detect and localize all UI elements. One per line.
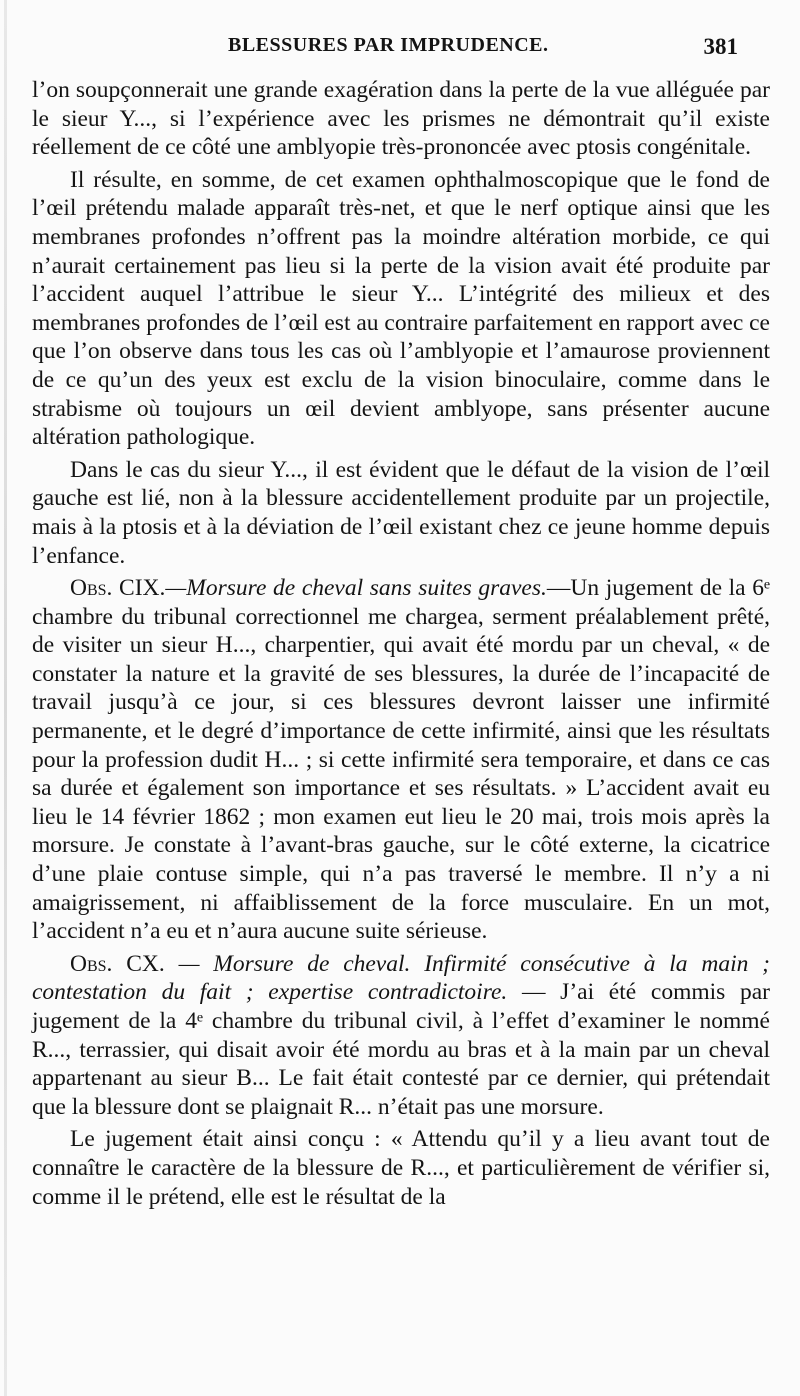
page-header	[28, 34, 738, 66]
body-text	[32, 76, 770, 1215]
page-edge-shadow	[4, 0, 7, 1396]
observation-text: —Un jugement de la 6ᵉ chambre du tribunal correctionnel me chargea, serment préalablement prêté, de visiter un sieur H..., charpentier, qui avait été mordu par un cheval, « de constater la nature et la gravité de ses blessures, la durée de l’incapacité de travail jusqu’à ce jour, si ces blessures devront laisser une infirmité permanente, et le degré d’importance de cette infirmité, ainsi que les résultats pour la profession dudit H... ; si cette infirmité sera temporaire, et dans ce cas sa durée et également son importance et ses résultats. » L’accident avait eu lieu le 14 février 1862 ; mon examen eut lieu le 20 mai, trois mois après la morsure. Je constate à l’avant-bras gauche, sur le côté externe, la cicatrice d’une plaie contuse simple, qui n’a pas traversé le membre. Il n’y a ni amaigrissement, ni affaiblissement de la force musculaire. En un mot, l’accident n’a eu et n’aura aucune suite sérieuse.	[32, 575, 771, 945]
running-head: BLESSURES PAR IMPRUDENCE.	[228, 34, 549, 56]
observation-text: — J’ai été commis par jugement de la 4ᵉ chambre du tribunal civil, à l’effet d’examiner le nommé R..., terrassier, qui disait avoir été mordu au bras et à la main par un cheval appartenant au sieur B... Le fait était contesté par ce dernier, qui prétendait que la blessure dont se plaignait R... n’était pas une morsure.	[32, 979, 770, 1120]
paragraph: Dans le cas du sieur Y..., il est évident que le défaut de la vision de l’œil gauche est lié, non à la blessure accidentellement produite par un projectile, mais à la ptosis et à la déviation de l’œil existant chez ce jeune homme depuis l’enfance.	[32, 456, 770, 569]
observation-title: — Morsure de cheval. Infirmité consécutive à la main ; contestation du fait ; expertise contradictoire.	[32, 950, 771, 1006]
paragraph: l’on soupçonnerait une grande exagération dans la perte de la vue alléguée par le sieur Y..., si l’expérience avec les prismes ne démontrait qu’il existe réellement de ce côté une amblyopie très-prononcée avec ptosis congénitale.	[32, 77, 770, 161]
paragraph: Il résulte, en somme, de cet examen ophthalmoscopique que le fond de l’œil prétendu malade apparaît très-net, et que le nerf optique ainsi que les membranes profondes n’offrent pas la moindre altération morbide, ce qui n’aurait certainement pas lieu si la perte de la vision avait été produite par l’accident auquel l’attribue le sieur Y... L’intégrité des milieux et des membranes profondes de l’œil est au contraire parfaitement en rapport avec ce que l’on observe dans tous les cas où l’amblyopie et l’amaurose proviennent de ce qu’un des yeux est exclu de la vision binoculaire, comme dans le strabisme où toujours un œil devient amblyope, sans présenter aucune altération pathologique.	[32, 166, 770, 451]
observation-label: Obs. CIX.	[70, 575, 166, 602]
observation-paragraph	[32, 574, 770, 946]
observation-paragraph	[32, 950, 770, 1122]
paragraph: Le jugement était ainsi conçu : « Attendu qu’il y a lieu avant tout de connaître le caractère de la blessure de R..., et particulièrement de vérifier si, comme il le prétend, elle est le résultat de la	[32, 1126, 770, 1210]
page-number: 381	[703, 34, 738, 59]
observation-label: Obs. CX.	[70, 950, 165, 977]
observation-title: —Morsure de cheval sans suites graves.	[165, 575, 547, 602]
